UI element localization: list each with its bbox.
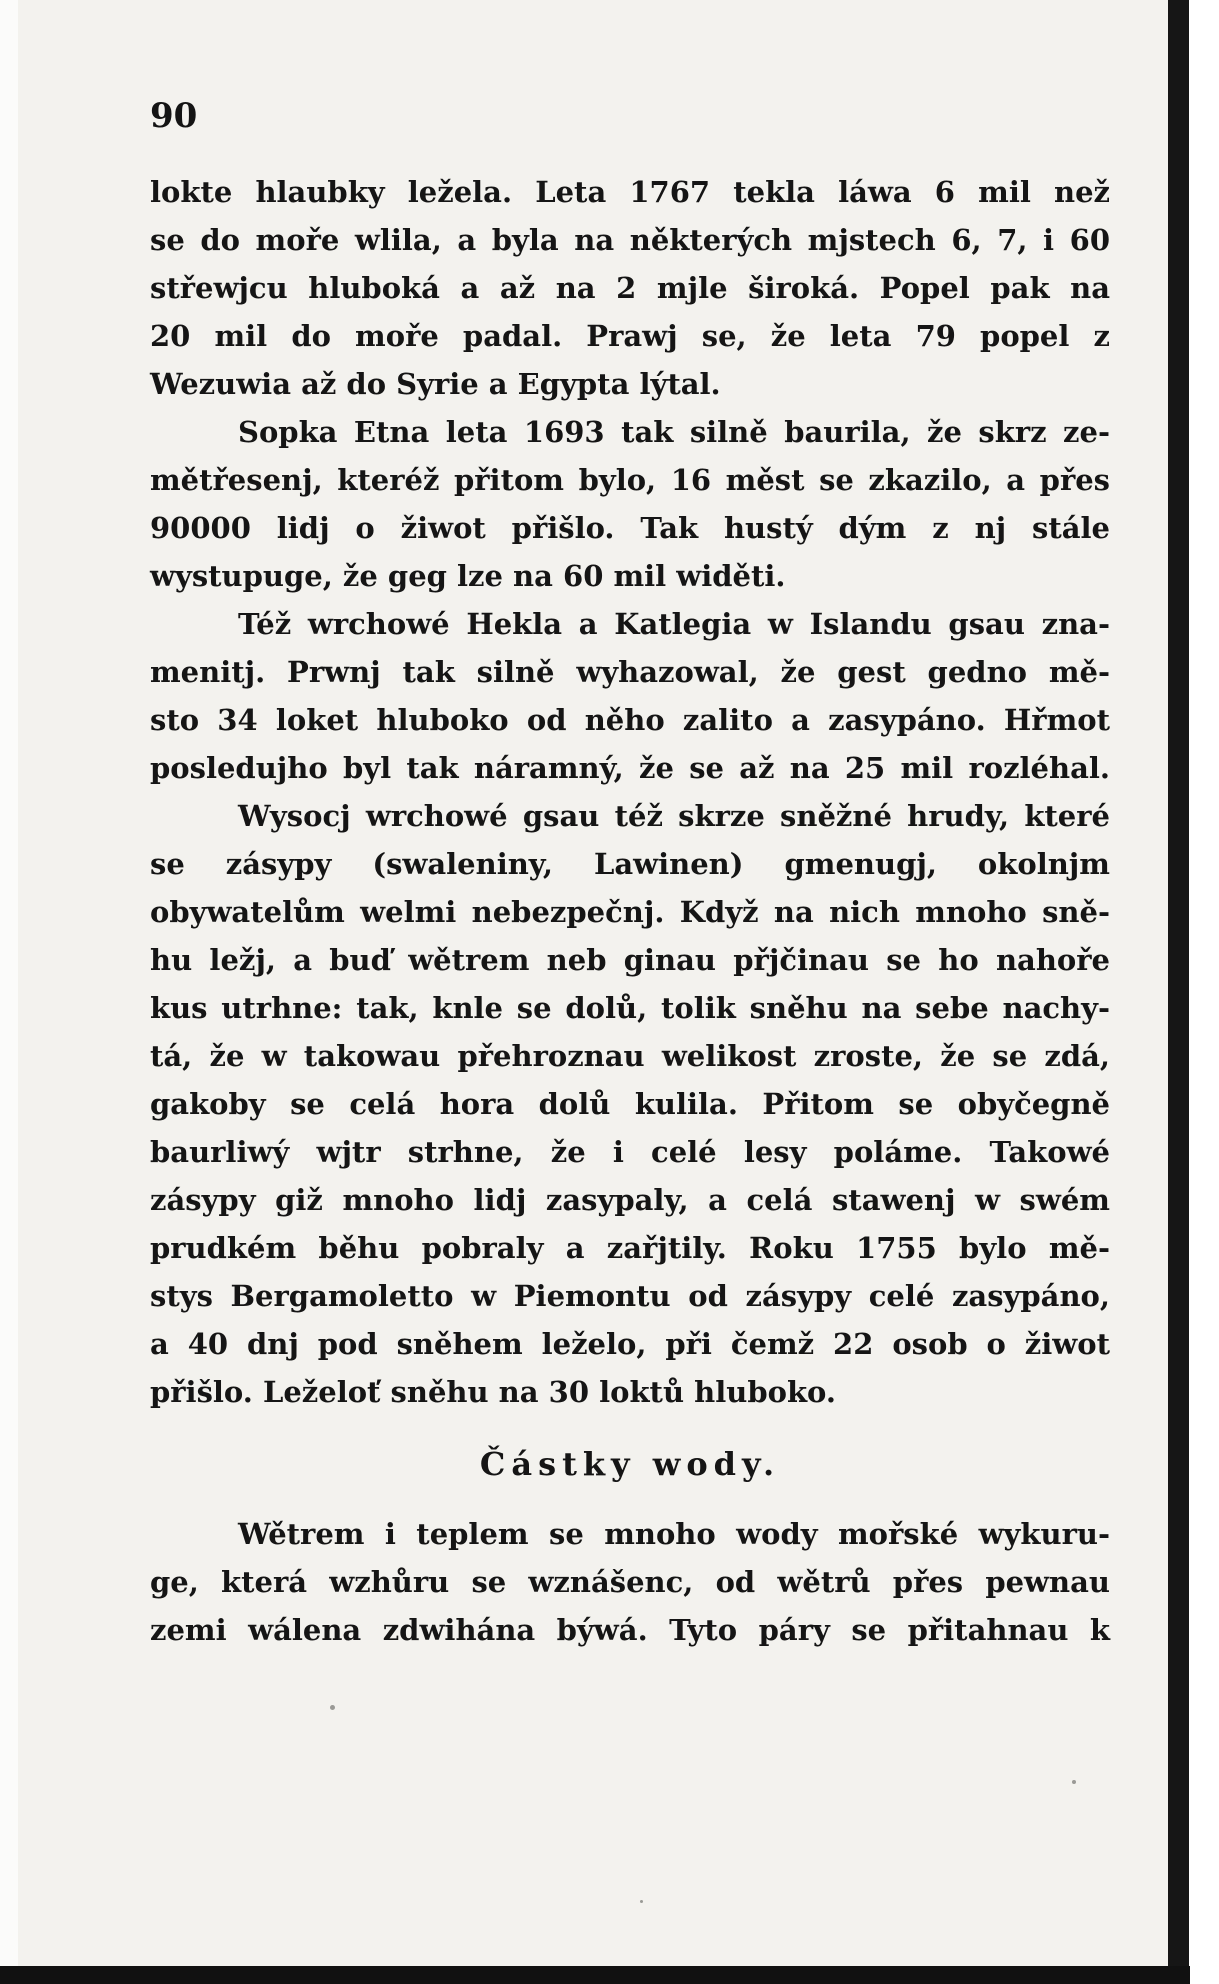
text-line: tá, že w takowau přehroznau welikost zroste, že se zdá, — [150, 1039, 1110, 1073]
text-line: lokte hlaubky ležela. Leta 1767 tekla láwa 6 mil než — [150, 175, 1110, 209]
text-line: zásypy giž mnoho lidj zasypaly, a celá stawenj w swém — [150, 1183, 1110, 1217]
text-line: hu ležj, a buď wětrem neb ginau přjčinau se ho nahoře — [150, 943, 1110, 977]
text-line: gakoby se celá hora dolů kulila. Přitom se obyčegně — [150, 1087, 1110, 1121]
text-line: se do moře wlila, a byla na některých mjstech 6, 7, i 60 — [150, 223, 1110, 257]
text-line: wystupuge, že geg lze na 60 mil widěti. — [150, 559, 786, 593]
section-heading: Částky wody. — [479, 1445, 781, 1483]
text-line: mětřesenj, kteréž přitom bylo, 16 měst se zkazilo, a přes — [150, 463, 1110, 497]
scan-speck — [640, 1900, 643, 1903]
scan-speck — [330, 1705, 335, 1710]
text-line: kus utrhne: tak, knle se dolů, tolik sněhu na sebe nachy- — [150, 991, 1110, 1025]
text-line: 20 mil do moře padal. Prawj se, že leta 79 popel z — [150, 319, 1110, 353]
text-line: 90000 lidj o žiwot přišlo. Tak hustý dým z nj stále — [150, 511, 1110, 545]
paragraph-start: Sopka Etna leta 1693 tak silně baurila, že skrz ze- — [238, 415, 1110, 449]
paragraph-start: Wysocj wrchowé gsau též skrze sněžné hrudy, které — [238, 799, 1110, 833]
text-line: menitj. Prwnj tak silně wyhazowal, že gest gedno mě- — [150, 655, 1110, 689]
text-line: přišlo. Leželoť sněhu na 30 loktů hluboko. — [150, 1375, 836, 1409]
paragraph-start: Wětrem i teplem se mnoho wody mořské wykuru- — [238, 1517, 1110, 1551]
scan-left-margin — [0, 0, 18, 1984]
text-line: sto 34 loket hluboko od něho zalito a zasypáno. Hřmot — [150, 703, 1110, 737]
page-number: 90 — [150, 96, 198, 136]
text-line: baurliwý wjtr strhne, že i celé lesy poláme. Takowé — [150, 1135, 1110, 1169]
text-line: posledujho byl tak náramný, že se až na 25 mil rozléhal. — [150, 751, 1110, 785]
text-line: se zásypy (swaleniny, Lawinen) gmenugj, okolnjm — [150, 847, 1110, 881]
scan-right-border — [1168, 0, 1190, 1984]
text-line: prudkém běhu pobraly a zařjtily. Roku 1755 bylo mě- — [150, 1231, 1110, 1265]
scan-bottom-border — [0, 1966, 1190, 1984]
text-line: obywatelům welmi nebezpečnj. Když na nich mnoho sně- — [150, 895, 1110, 929]
paragraph-start: Též wrchowé Hekla a Katlegia w Islandu gsau zna- — [238, 607, 1110, 641]
text-line: Wezuwia až do Syrie a Egypta lýtal. — [150, 367, 721, 401]
text-line: a 40 dnj pod sněhem leželo, při čemž 22 osob o žiwot — [150, 1327, 1110, 1361]
text-line: ge, která wzhůru se wznášenc, od wětrů přes pewnau — [150, 1565, 1110, 1599]
text-line: střewjcu hluboká a až na 2 mjle široká. Popel pak na — [150, 271, 1110, 305]
scan-right-margin — [1189, 0, 1219, 1984]
scan-speck — [1072, 1780, 1076, 1784]
text-line: stys Bergamoletto w Piemontu od zásypy celé zasypáno, — [150, 1279, 1110, 1313]
text-line: zemi wálena zdwihána býwá. Tyto páry se přitahnau k — [150, 1613, 1110, 1647]
